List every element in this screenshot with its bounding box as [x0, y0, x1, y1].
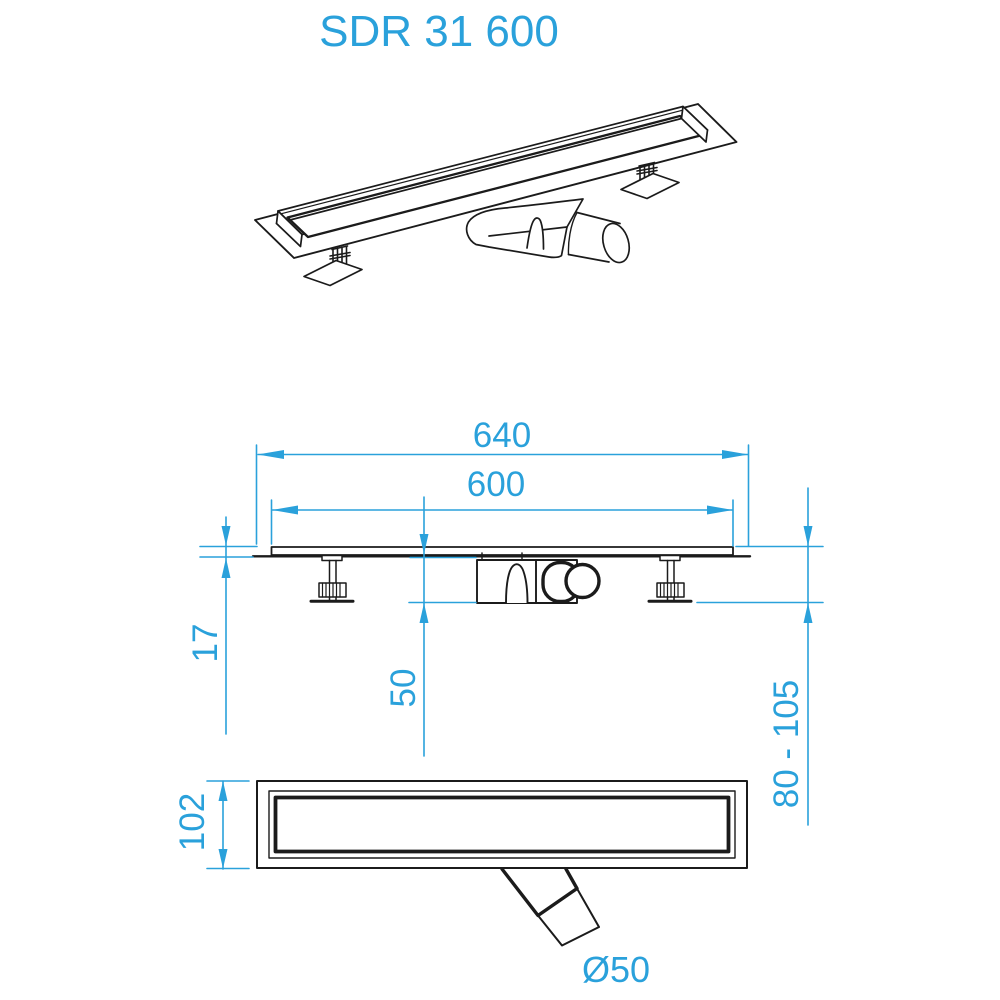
dim-640-label: 640	[472, 416, 532, 455]
page-title: SDR 31 600	[319, 7, 559, 56]
dim-outlet-diameter-label: Ø50	[581, 949, 651, 990]
side-channel-body	[272, 547, 734, 555]
dim-17-label: 17	[186, 623, 225, 663]
dim-600-label: 600	[466, 465, 526, 504]
top-outer-frame	[257, 781, 747, 868]
dim-50-label: 50	[384, 668, 423, 708]
dim-102-label: 102	[173, 792, 212, 852]
dim-80-105-label: 80 - 105	[767, 679, 806, 809]
side-outlet-pipe	[566, 565, 599, 598]
